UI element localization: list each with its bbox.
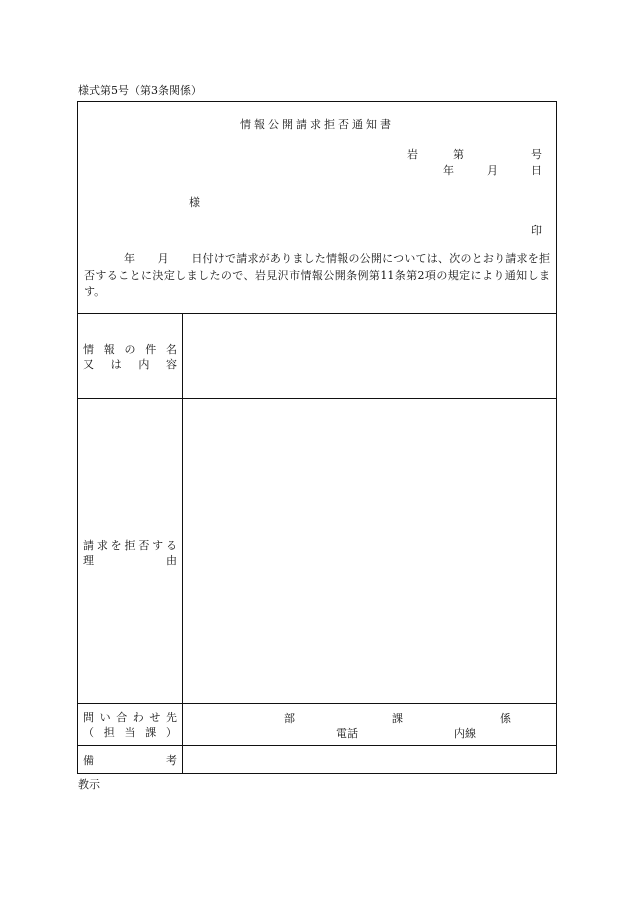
reference-number-line	[407, 148, 542, 161]
reason-label-line-2: 理 由	[83, 554, 177, 567]
contact-phone: 電話	[336, 727, 358, 740]
remarks-label	[83, 753, 177, 768]
contact-label-line-1: 問 い 合 わ せ 先	[83, 711, 177, 724]
remarks-label-text: 備 考	[83, 754, 177, 767]
notice-form	[77, 101, 557, 774]
date-line	[443, 164, 542, 177]
subject-label-line-1: 情 報 の 件 名	[83, 343, 177, 356]
ref-dai: 第	[453, 148, 464, 161]
contact-label	[83, 710, 177, 740]
contact-ka: 課	[392, 712, 403, 725]
date-day: 日	[531, 164, 542, 177]
reason-label-line-1: 請求を拒否する	[83, 539, 177, 552]
reason-label	[83, 538, 177, 568]
contact-kakari: 係	[500, 712, 511, 725]
remarks-value-cell[interactable]	[183, 746, 556, 773]
date-month: 月	[487, 164, 498, 177]
subject-label	[83, 342, 177, 372]
contact-bu: 部	[284, 712, 295, 725]
document-title: 情報公開請求拒否通知書	[240, 118, 394, 131]
body-text: 年 月 日付けで請求がありました情報の公開については、次のとおり請求を拒否することに決定しましたので、岩見沢市情報公開条例第11条第2項の規定により通知します。	[84, 252, 550, 298]
ref-prefix: 岩	[407, 148, 418, 161]
ref-go: 号	[531, 148, 542, 161]
contact-department-line	[184, 712, 554, 727]
contact-label-line-2: （ 担 当 課 ）	[83, 726, 177, 739]
subject-label-line-2: 又 は 内 容	[83, 358, 177, 371]
addressee-honorific: 様	[189, 196, 200, 209]
row-divider-2	[78, 703, 556, 704]
seal-mark: 印	[531, 224, 542, 237]
reason-value-cell[interactable]	[183, 399, 556, 703]
contact-phone-line	[184, 727, 554, 742]
date-year: 年	[443, 164, 454, 177]
contact-extension: 内線	[454, 727, 476, 740]
form-reference: 様式第5号（第3条関係）	[78, 84, 202, 97]
subject-value-cell[interactable]	[183, 314, 556, 398]
footer-note: 教示	[78, 778, 100, 791]
